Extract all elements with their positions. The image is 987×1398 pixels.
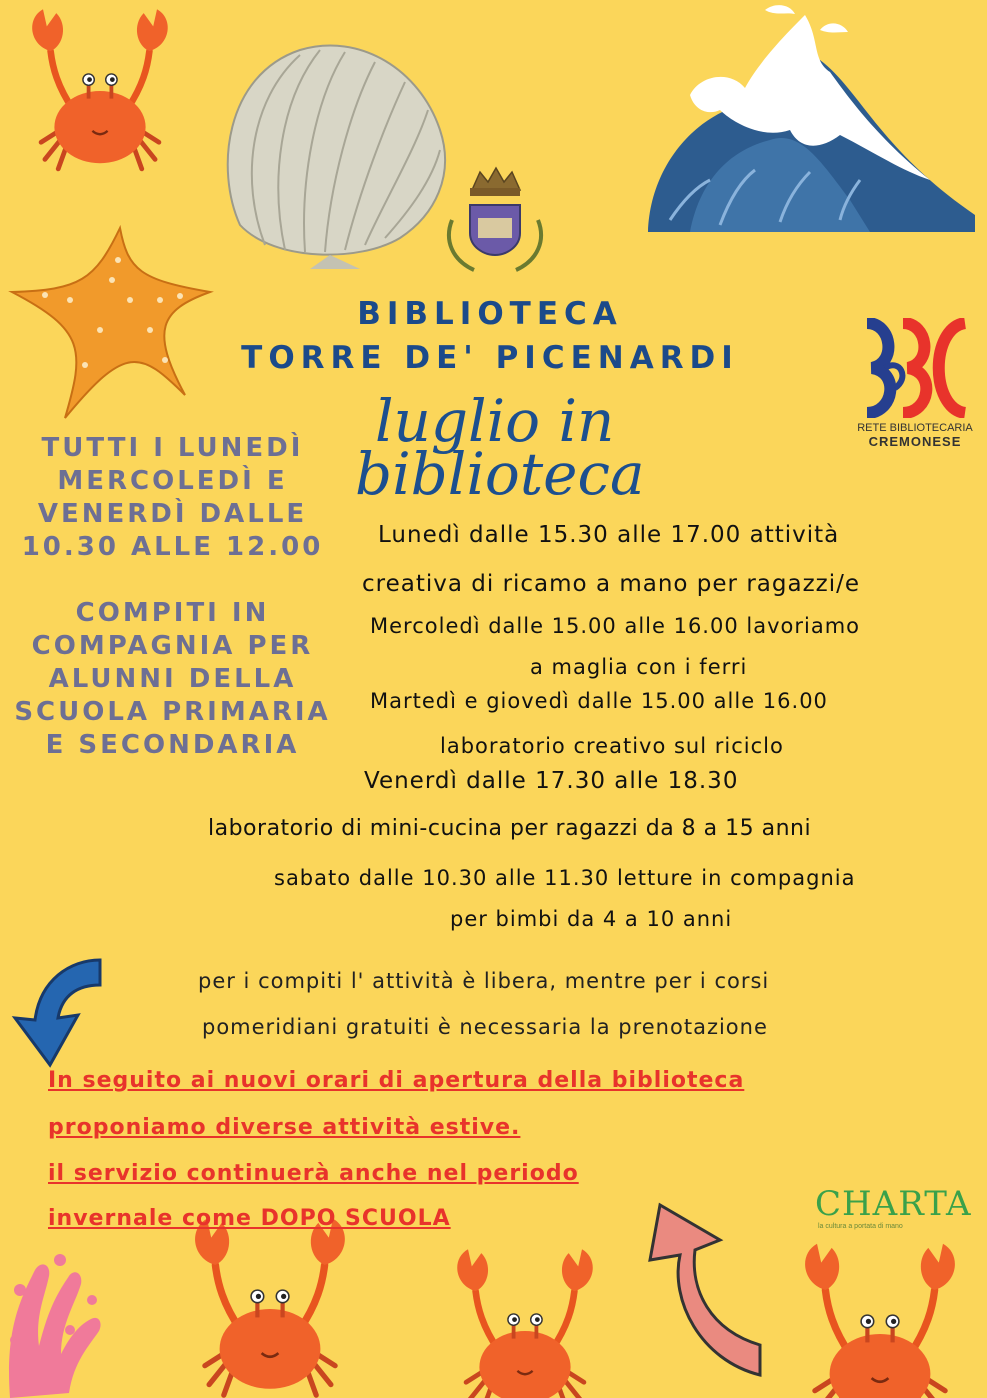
curved-arrow-pink bbox=[650, 1205, 760, 1375]
activity-line: creativa di ricamo a mano per ragazzi/e bbox=[362, 571, 861, 597]
coat-of-arms-emblem bbox=[449, 168, 541, 270]
activity-line: laboratorio creativo sul riciclo bbox=[440, 734, 784, 758]
note-line: In seguito ai nuovi orari di apertura della biblioteca bbox=[48, 1068, 745, 1093]
crab-bottom-1 bbox=[195, 1219, 345, 1395]
activity-line: Martedì e giovedì dalle 15.00 alle 16.00 bbox=[370, 689, 828, 713]
shell-illustration bbox=[228, 46, 445, 269]
rbc-logo-mark bbox=[855, 318, 975, 418]
crab-top-left bbox=[32, 9, 168, 169]
rbc-logo-line1: RETE BIBLIOTECARIA bbox=[857, 422, 973, 434]
compiti-line: SCUOLA PRIMARIA bbox=[14, 697, 331, 727]
compiti-line: COMPITI IN bbox=[75, 598, 270, 628]
note-line: proponiamo diverse attività estive. bbox=[48, 1115, 521, 1140]
crab-bottom-2 bbox=[457, 1249, 593, 1398]
compiti-line: E SECONDARIA bbox=[45, 730, 300, 760]
activity-line: a maglia con i ferri bbox=[530, 655, 748, 679]
info-line: per i compiti l' attività è libera, mentre per i corsi bbox=[198, 969, 770, 993]
rbc-logo bbox=[855, 318, 975, 458]
charta-logo-text: CHARTA bbox=[815, 1184, 972, 1224]
schedule-line: 10.30 ALLE 12.00 bbox=[21, 532, 324, 562]
schedule-block bbox=[10, 432, 335, 564]
compiti-line: ALUNNI DELLA bbox=[48, 664, 297, 694]
schedule-line: TUTTI I LUNEDÌ bbox=[41, 433, 304, 463]
activity-line: per bimbi da 4 a 10 anni bbox=[450, 907, 733, 931]
curved-arrow-blue bbox=[15, 960, 100, 1065]
compiti-line: COMPAGNIA PER bbox=[31, 631, 314, 661]
wave-illustration bbox=[648, 5, 975, 232]
charta-logo-tagline: la cultura a portata di mano bbox=[818, 1223, 903, 1230]
note-line: il servizio continuerà anche nel periodo bbox=[48, 1161, 579, 1186]
schedule-line: MERCOLEDÌ E bbox=[57, 466, 288, 496]
note-line: invernale come DOPO SCUOLA bbox=[48, 1206, 451, 1231]
rbc-logo-line2: CREMONESE bbox=[868, 434, 962, 449]
compiti-block bbox=[10, 597, 335, 762]
activity-line: Venerdì dalle 17.30 alle 18.30 bbox=[364, 768, 739, 794]
charta-logo bbox=[815, 1185, 985, 1230]
crab-bottom-3 bbox=[805, 1244, 955, 1398]
info-line: pomeridiani gratuiti è necessaria la prenotazione bbox=[202, 1015, 768, 1039]
title-line-2: TORRE DE' PICENARDI bbox=[241, 340, 739, 376]
script-heading-line-2: biblioteca bbox=[355, 440, 645, 508]
activity-line: sabato dalle 10.30 alle 11.30 letture in compagnia bbox=[274, 866, 856, 890]
coral-illustration bbox=[9, 1254, 101, 1398]
activity-line: Lunedì dalle 15.30 alle 17.00 attività bbox=[378, 522, 840, 548]
schedule-line: VENERDÌ DALLE bbox=[37, 499, 308, 529]
activity-line: Mercoledì dalle 15.00 alle 16.00 lavoriamo bbox=[370, 614, 861, 638]
activity-line: laboratorio di mini-cucina per ragazzi da 8 a 15 anni bbox=[208, 816, 812, 841]
title-line-1: BIBLIOTECA bbox=[357, 296, 623, 332]
script-heading-line-1: luglio in bbox=[375, 387, 615, 455]
